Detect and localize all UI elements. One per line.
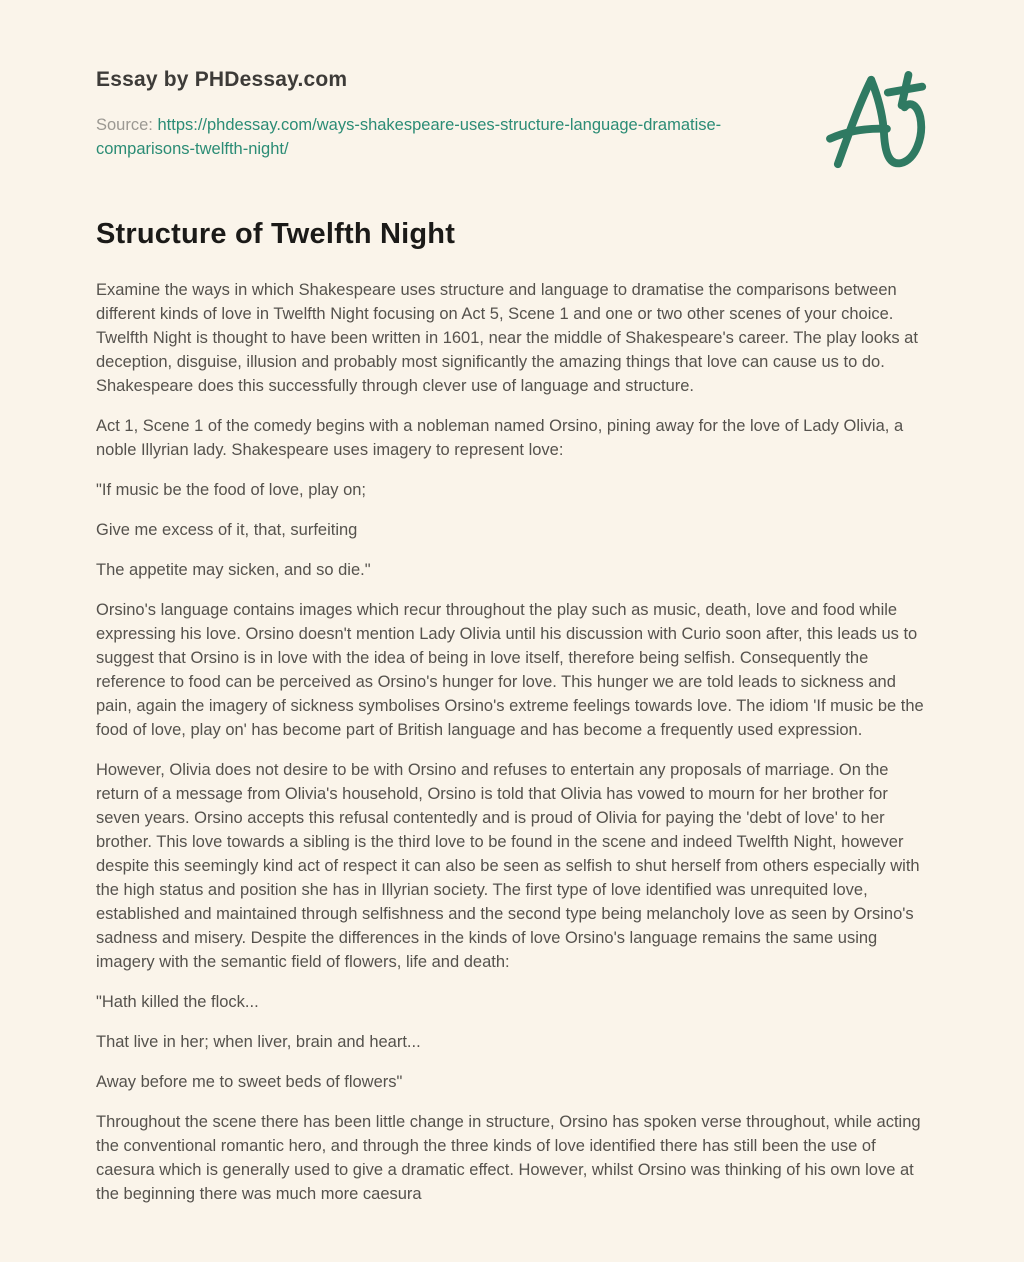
source-label: Source:	[96, 116, 153, 134]
essay-quote-line: Away before me to sweet beds of flowers"	[96, 1073, 403, 1091]
essay-title: Structure of Twelfth Night	[96, 218, 456, 250]
essay-quote-line: Give me excess of it, that, surfeiting	[96, 521, 358, 539]
essay-paragraph: Act 1, Scene 1 of the comedy begins with a nobleman named Orsino, pining away for the love of Lady Olivia, a noble Illyrian lady. Shakespeare uses imagery to represent love:	[96, 417, 904, 459]
essay-body	[96, 278, 928, 1206]
essay-quote-line: That live in her; when liver, brain and heart...	[96, 1033, 421, 1051]
source-line	[96, 113, 751, 161]
essay-paragraph: However, Olivia does not desire to be with Orsino and refuses to entertain any proposals of marriage. On the return of a message from Olivia's household, Orsino is told that Olivia has vowed to mourn for her brother for seven years. Orsino accepts this refusal contentedly and is proud of Olivia for paying the 'debt of love' to her brother. This love towards a sibling is the third love to be found in the scene and indeed Twelfth Night, however despite this seemingly kind act of respect it can also be seen as selfish to shut herself from others especially with the high status and position she has in Illyrian society. The first type of love identified was unrequited love, established and maintained through selfishness and the second type being melancholy love as seen by Orsino's sadness and misery. Despite the differences in the kinds of love Orsino's language remains the same using imagery with the semantic field of flowers, life and death:	[96, 761, 920, 971]
a-plus-logo-icon	[822, 70, 940, 172]
essay-quote-line: The appetite may sicken, and so die."	[96, 561, 371, 579]
source-link[interactable]: https://phdessay.com/ways-shakespeare-uses-structure-language-dramatise-comparisons-twelfth-night/	[96, 116, 722, 158]
essay-byline: Essay by PHDessay.com	[96, 68, 348, 91]
essay-paragraph: Orsino's language contains images which recur throughout the play such as music, death, love and food while expressing his love. Orsino doesn't mention Lady Olivia until his discussion with Curio soon after, this leads us to suggest that Orsino is in love with the idea of being in love itself, therefore being selfish. Consequently the reference to food can be perceived as Orsino's hunger for love. This hunger we are told leads to sickness and pain, again the imagery of sickness symbolises Orsino's extreme feelings towards love. The idiom 'If music be the food of love, play on' has become part of British language and has become a frequently used expression.	[96, 601, 924, 739]
essay-quote-line: "Hath killed the flock...	[96, 993, 259, 1011]
phdessay-logo	[822, 70, 940, 172]
essay-quote-line: "If music be the food of love, play on;	[96, 481, 367, 499]
essay-paragraph: Examine the ways in which Shakespeare uses structure and language to dramatise the comparisons between different kinds of love in Twelfth Night focusing on Act 5, Scene 1 and one or two other scenes of your choice. Twelfth Night is thought to have been written in 1601, near the middle of Shakespeare's career. The play looks at deception, disguise, illusion and probably most significantly the amazing things that love can cause us to do. Shakespeare does this successfully through clever use of language and structure.	[96, 281, 918, 395]
essay-paragraph: Throughout the scene there has been little change in structure, Orsino has spoken verse throughout, while acting the conventional romantic hero, and through the three kinds of love identified there has still been the use of caesura which is generally used to give a dramatic effect. However, whilst Orsino was thinking of his own love at the beginning there was much more caesura	[96, 1113, 921, 1203]
